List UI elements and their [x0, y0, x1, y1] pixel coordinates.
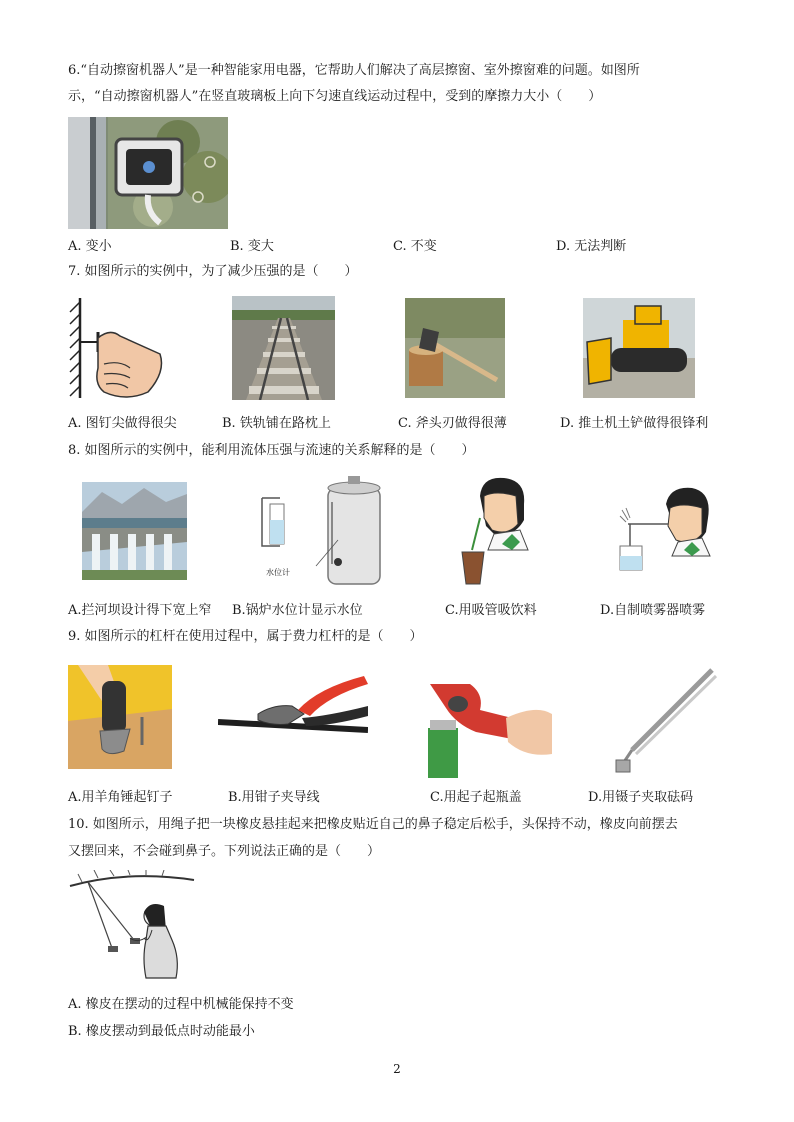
pliers-photo: [218, 670, 368, 750]
pendulum-drawing: [68, 870, 198, 985]
q7-option-b: B. 铁轨铺在路枕上: [222, 416, 331, 431]
claw-hammer-photo: [68, 665, 172, 769]
q9-option-b: B.用钳子夹导线: [228, 790, 320, 805]
q6-stem-line2: 示，“自动擦窗机器人”在竖直玻璃板上向下匀速直线运动过程中，受到的摩擦力大小（ ）: [68, 89, 602, 104]
gauge-label: 水位计: [266, 568, 290, 577]
q6-stem-line1: 6.“自动擦窗机器人”是一种智能家用电器，它帮助人们解决了高层擦窗、室外擦窗难的问题。如图所: [68, 63, 640, 78]
q6-option-a: A. 变小: [68, 239, 112, 254]
q10-stem-line2: 又摆回来，不会碰到鼻子。下列说法正确的是（ ）: [68, 844, 381, 859]
thumbtack-drawing: [68, 294, 168, 402]
q9-option-a: A.用羊角锤起钉子: [68, 790, 173, 805]
dam-photo: [82, 482, 187, 580]
page-number: 2: [393, 1062, 401, 1076]
q6-option-d: D. 无法判断: [556, 239, 627, 254]
q7-stem: 7. 如图所示的实例中，为了减少压强的是（ ）: [68, 264, 358, 279]
q7-option-d: D. 推土机土铲做得很锋利: [560, 416, 709, 431]
bulldozer-photo: [583, 298, 695, 398]
axe-photo: [405, 298, 505, 398]
window-robot-photo: [68, 117, 228, 229]
q8-stem: 8. 如图所示的实例中，能利用流体压强与流速的关系解释的是（ ）: [68, 443, 475, 458]
q7-option-a: A. 图钉尖做得很尖: [68, 416, 177, 431]
q8-option-a: A.拦河坝设计得下宽上窄: [68, 603, 212, 618]
q9-stem: 9. 如图所示的杠杆在使用过程中，属于费力杠杆的是（ ）: [68, 629, 423, 644]
q9-option-d: D.用镊子夹取砝码: [588, 790, 694, 805]
drinking-straw-drawing: [458, 474, 534, 586]
q10-option-a: A. 橡皮在摆动的过程中机械能保持不变: [68, 997, 294, 1012]
tweezers-photo: [614, 666, 718, 776]
q6-option-c: C. 不变: [393, 239, 437, 254]
q10-stem-line1: 10. 如图所示，用绳子把一块橡皮悬挂起来把橡皮贴近自己的鼻子稳定后松手，头保持不动，橡皮向前摆去: [68, 817, 678, 832]
q6-option-b: B. 变大: [230, 239, 274, 254]
q10-option-b: B. 橡皮摆动到最低点时动能最小: [68, 1024, 255, 1039]
boiler-gauge-drawing: [256, 476, 386, 586]
q8-option-b: B.锅炉水位计显示水位: [232, 603, 363, 618]
bottle-opener-photo: [426, 684, 552, 778]
q8-option-d: D.自制喷雾器喷雾: [600, 603, 706, 618]
railway-track-photo: [232, 296, 335, 400]
q8-option-c: C.用吸管吸饮料: [445, 603, 537, 618]
q9-option-c: C.用起子起瓶盖: [430, 790, 522, 805]
sprayer-drawing: [618, 484, 714, 580]
q7-option-c: C. 斧头刃做得很薄: [398, 416, 507, 431]
